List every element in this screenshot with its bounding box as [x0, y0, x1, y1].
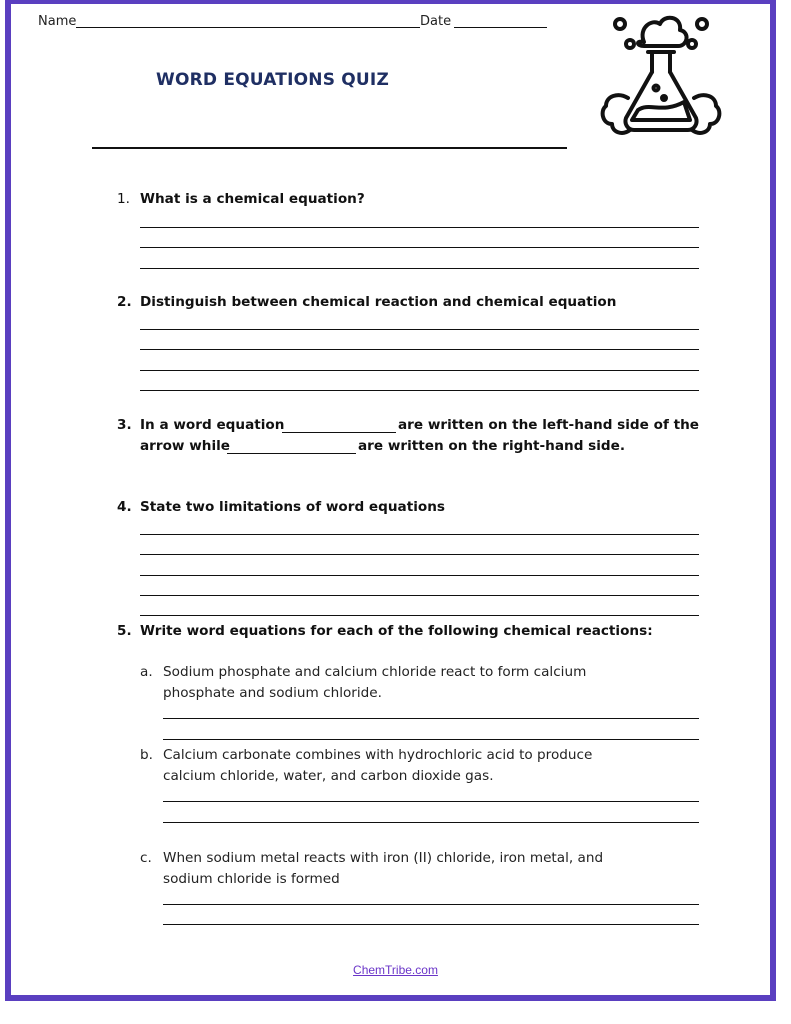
question-1-number: 1. — [117, 191, 130, 207]
question-3-line2a: arrow while — [140, 438, 230, 454]
answer-line[interactable] — [163, 822, 699, 823]
answer-line[interactable] — [163, 904, 699, 905]
answer-line[interactable] — [163, 924, 699, 925]
part-a-line1: Sodium phosphate and calcium chloride react to form calcium — [163, 664, 587, 680]
part-b-letter: b. — [140, 747, 153, 763]
question-3-number: 3. — [117, 417, 132, 433]
answer-line[interactable] — [140, 329, 699, 330]
question-5-number: 5. — [117, 623, 132, 639]
part-b-line1: Calcium carbonate combines with hydrochloric acid to produce — [163, 747, 593, 763]
part-a-line2: phosphate and sodium chloride. — [163, 685, 382, 701]
answer-line[interactable] — [140, 554, 699, 555]
question-4-text: State two limitations of word equations — [140, 499, 445, 515]
name-label: Name — [38, 14, 77, 29]
name-field[interactable] — [76, 27, 420, 28]
answer-line[interactable] — [140, 370, 699, 371]
question-5-text: Write word equations for each of the following chemical reactions: — [140, 623, 653, 639]
answer-line[interactable] — [140, 534, 699, 535]
fill-blank[interactable] — [282, 432, 396, 433]
answer-line[interactable] — [140, 390, 699, 391]
question-3-line1b: are written on the left-hand side of the — [398, 417, 699, 433]
part-c-line1: When sodium metal reacts with iron (II) chloride, iron metal, and — [163, 850, 604, 866]
answer-line[interactable] — [163, 801, 699, 802]
answer-line[interactable] — [140, 615, 699, 616]
question-2-number: 2. — [117, 294, 132, 310]
answer-line[interactable] — [163, 739, 699, 740]
answer-line[interactable] — [140, 268, 699, 269]
part-a-letter: a. — [140, 664, 153, 680]
answer-line[interactable] — [163, 718, 699, 719]
answer-line[interactable] — [140, 349, 699, 350]
answer-line[interactable] — [140, 227, 699, 228]
answer-line[interactable] — [140, 575, 699, 576]
question-1-text: What is a chemical equation? — [140, 191, 365, 207]
date-field[interactable] — [454, 27, 547, 28]
question-3-line2b: are written on the right-hand side. — [358, 438, 626, 454]
date-label: Date — [420, 14, 452, 29]
answer-line[interactable] — [140, 595, 699, 596]
question-2-text: Distinguish between chemical reaction and chemical equation — [140, 294, 617, 310]
page-title: WORD EQUATIONS QUIZ — [156, 70, 389, 90]
question-4-number: 4. — [117, 499, 132, 515]
part-b-line2: calcium chloride, water, and carbon dioxide gas. — [163, 768, 494, 784]
chemistry-flask-icon — [598, 14, 726, 138]
footer-link[interactable]: ChemTribe.com — [353, 963, 438, 977]
title-underline — [92, 147, 567, 149]
question-3-line1a: In a word equation — [140, 417, 285, 433]
answer-line[interactable] — [140, 247, 699, 248]
fill-blank[interactable] — [227, 453, 356, 454]
part-c-letter: c. — [140, 850, 152, 866]
part-c-line2: sodium chloride is formed — [163, 871, 340, 887]
